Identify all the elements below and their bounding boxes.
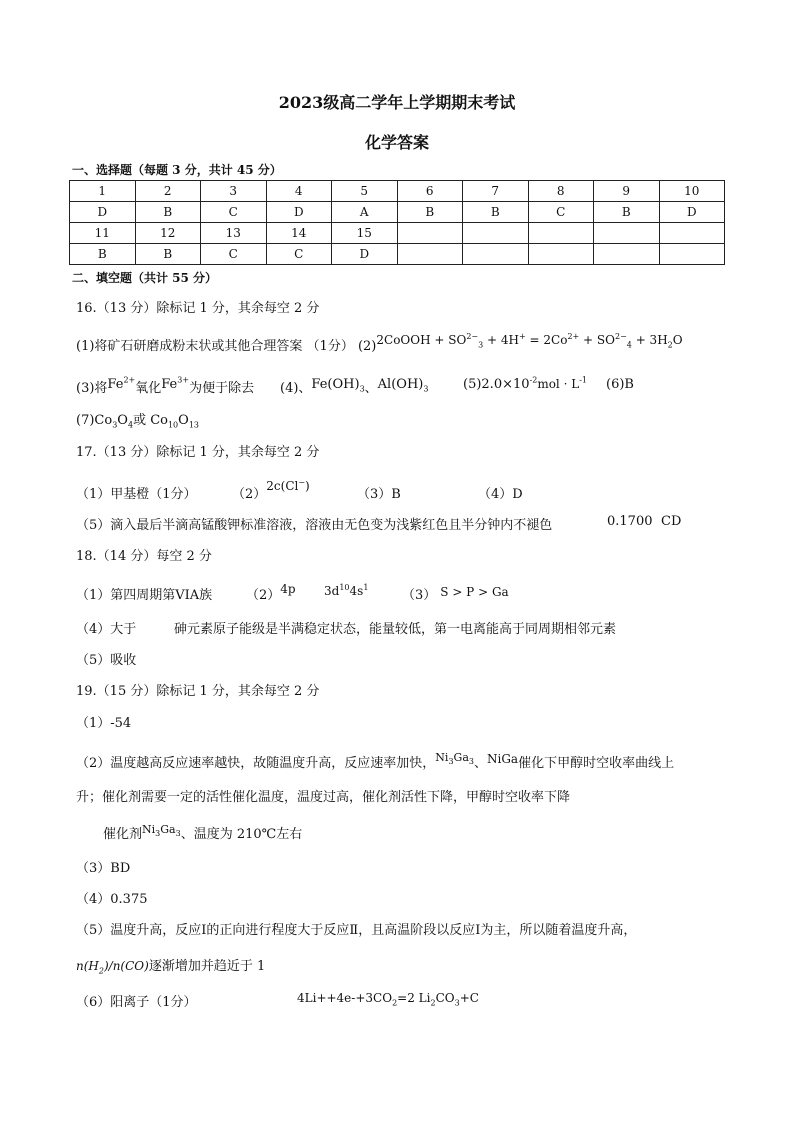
q17-answer-5: （5）滴入最后半滴高锰酸钾标准溶液，溶液由无色变为浅紫红色且半分钟内不褪色 bbox=[76, 518, 553, 533]
formula: (7)Co bbox=[76, 413, 113, 428]
q16-a5-unit: mol · L bbox=[537, 377, 580, 391]
fe-charge: 2+ bbox=[123, 375, 136, 385]
formula-sub: 4 bbox=[127, 420, 134, 430]
q16-a3-text: (3)将 bbox=[76, 381, 108, 396]
q18-answer-2-config bbox=[324, 584, 368, 598]
fe-symbol: Fe bbox=[161, 377, 178, 392]
q16-answer-7 bbox=[76, 409, 199, 428]
table-cell: C bbox=[528, 202, 594, 223]
q18-header: 18.（14 分）每空 2 分 bbox=[76, 549, 212, 564]
answer-table bbox=[69, 180, 725, 265]
eq-part: + 4H bbox=[483, 333, 519, 347]
ni3ga-formula bbox=[142, 823, 181, 839]
q16-a5-unit-exp: -1 bbox=[579, 375, 587, 385]
formula-sub: 3 bbox=[112, 420, 118, 430]
table-cell: 11 bbox=[70, 223, 136, 244]
q16-a1-text: (1)将矿石研磨成粉末状或其他合理答案 （1分） (2) bbox=[76, 339, 377, 354]
expr: 2c(Cl bbox=[266, 479, 299, 493]
expr-sub: 2 bbox=[98, 966, 104, 976]
eq-part: + 3H bbox=[631, 333, 668, 347]
q18-a2-label: （2） bbox=[246, 588, 281, 603]
q16-a5-exp: -2 bbox=[529, 375, 538, 385]
table-cell bbox=[397, 244, 463, 265]
ni3ga-formula bbox=[435, 751, 474, 767]
al-oh-3 bbox=[378, 377, 429, 392]
q18-answer-1: （1）第四周期第VIA族 bbox=[76, 588, 213, 603]
q16-answer-6: (6)B bbox=[606, 377, 634, 392]
eq-sub: 3 bbox=[478, 340, 484, 350]
fe-oh-3 bbox=[311, 377, 364, 392]
eq-sup: 2+ bbox=[567, 332, 580, 341]
q18-answer-5: （5）吸收 bbox=[76, 653, 137, 668]
formula-sub: 13 bbox=[188, 420, 200, 430]
q16-answer-1-2 bbox=[76, 332, 683, 354]
page-subtitle: 化学答案 bbox=[364, 133, 429, 152]
table-cell: 5 bbox=[332, 181, 398, 202]
table-cell: 2 bbox=[135, 181, 201, 202]
fe-charge: 3+ bbox=[177, 375, 190, 385]
table-cell: C bbox=[266, 244, 332, 265]
formula-sub: 10 bbox=[167, 420, 179, 430]
q18-answer-2 bbox=[246, 584, 296, 603]
table-cell: 15 bbox=[332, 223, 398, 244]
table-cell bbox=[463, 244, 529, 265]
table-row-answers-1 bbox=[70, 202, 725, 223]
q16-a3-text: 为便于除去 bbox=[189, 381, 255, 396]
formula-sub: 3 bbox=[468, 757, 474, 767]
eq-sub: 3 bbox=[454, 998, 460, 1008]
q19-answer-6-equation bbox=[297, 991, 479, 1008]
q16-answer-3 bbox=[76, 377, 254, 396]
q19-answer-1: （1）-54 bbox=[76, 716, 132, 731]
eq-sup: 2− bbox=[466, 332, 479, 341]
table-cell: A bbox=[332, 202, 398, 223]
formula-sub: 3 bbox=[175, 829, 181, 839]
formula-sub: 3 bbox=[448, 757, 454, 767]
table-row-answers-2 bbox=[70, 244, 725, 265]
q16-header: 16.（13 分）除标记 1 分，其余每空 2 分 bbox=[76, 301, 320, 316]
config-sup: 10 bbox=[339, 583, 350, 592]
separator: 、 bbox=[364, 381, 378, 396]
formula: Ni bbox=[142, 823, 156, 836]
formula: Ga bbox=[160, 823, 176, 836]
q18-a3-label: （3） bbox=[402, 588, 437, 603]
eq-sub: 2 bbox=[430, 998, 436, 1008]
table-cell: D bbox=[266, 202, 332, 223]
formula: Fe(OH) bbox=[311, 377, 360, 392]
table-cell bbox=[463, 223, 529, 244]
fe2-ion bbox=[107, 377, 135, 392]
q16-a2-equation bbox=[376, 332, 683, 350]
eq-part: +C bbox=[459, 991, 479, 1005]
table-cell bbox=[594, 244, 660, 265]
q19-answer-3: （3）BD bbox=[76, 861, 131, 876]
q17-a2-label: （2） bbox=[232, 487, 267, 502]
table-cell: 8 bbox=[528, 181, 594, 202]
q18-a3-value: S > P > Ga bbox=[440, 585, 509, 599]
q19-answer-5-line2 bbox=[76, 955, 265, 974]
eq-part: CO bbox=[435, 991, 455, 1005]
q19-answer-2-line1 bbox=[76, 752, 674, 771]
eq-part: =2 Li bbox=[397, 991, 431, 1005]
eq-sub: 4 bbox=[626, 340, 632, 350]
eq-sup: 2− bbox=[614, 332, 627, 341]
q17-header: 17.（13 分）除标记 1 分，其余每空 2 分 bbox=[76, 445, 320, 460]
text: 、 bbox=[473, 756, 487, 771]
table-cell: B bbox=[70, 244, 136, 265]
text: 、温度为 210℃左右 bbox=[180, 827, 303, 842]
q19-header: 19.（15 分）除标记 1 分，其余每空 2 分 bbox=[76, 684, 320, 699]
table-cell: 7 bbox=[463, 181, 529, 202]
table-cell: B bbox=[397, 202, 463, 223]
expr: )/n(CO) bbox=[103, 959, 149, 973]
formula: O bbox=[117, 413, 128, 428]
fe-symbol: Fe bbox=[107, 377, 124, 392]
q17-answer-5-value: 0.1700 bbox=[607, 514, 653, 529]
eq-sub: 2 bbox=[667, 340, 673, 350]
table-cell: 4 bbox=[266, 181, 332, 202]
table-cell: B bbox=[135, 244, 201, 265]
table-cell: 14 bbox=[266, 223, 332, 244]
q16-answer-5 bbox=[463, 377, 587, 392]
eq-part: 2CoOOH + SO bbox=[376, 333, 467, 347]
config-sup: 1 bbox=[363, 583, 369, 592]
page-title: 2023级高二学年上学期期末考试 bbox=[278, 93, 516, 112]
eq-part: 4Li++4e-+3CO bbox=[297, 991, 393, 1005]
table-cell: 3 bbox=[201, 181, 267, 202]
q16-answer-4 bbox=[280, 377, 428, 396]
section1-heading: 一、选择题（每题 3 分，共计 45 分） bbox=[72, 163, 282, 177]
formula-sub: 3 bbox=[423, 384, 429, 394]
q16-a3-text: 氧化 bbox=[135, 381, 162, 396]
expr-sup: − bbox=[298, 478, 306, 487]
q19-answer-2-line3 bbox=[103, 823, 302, 842]
table-cell bbox=[659, 244, 725, 265]
text: 催化下甲醇时空收率曲线上 bbox=[518, 756, 675, 771]
text: （2）温度越高反应速率越快，故随温度升高，反应速率加快， bbox=[76, 756, 436, 771]
eq-part: O bbox=[672, 333, 683, 347]
table-cell bbox=[397, 223, 463, 244]
config: 3d bbox=[324, 584, 340, 598]
q19-answer-4: （4）0.375 bbox=[76, 892, 148, 907]
q19-answer-6: （6）阳离子（1分） bbox=[76, 995, 197, 1010]
formula: Ga bbox=[453, 751, 469, 764]
section2-heading: 二、填空题（共计 55 分） bbox=[72, 271, 218, 285]
table-cell: B bbox=[135, 202, 201, 223]
table-cell: 9 bbox=[594, 181, 660, 202]
q17-answer-1: （1）甲基橙（1分） bbox=[76, 487, 197, 502]
formula: 或 Co bbox=[133, 413, 168, 428]
eq-part: = 2Co bbox=[525, 333, 568, 347]
table-cell: D bbox=[70, 202, 136, 223]
table-cell: B bbox=[463, 202, 529, 223]
q18-answer-4: （4）大于 bbox=[76, 622, 137, 637]
q16-a4-label: (4)、 bbox=[280, 381, 312, 396]
table-cell: C bbox=[201, 244, 267, 265]
q17-a2-expression bbox=[266, 479, 309, 493]
table-cell: 1 bbox=[70, 181, 136, 202]
formula-sub: 3 bbox=[155, 829, 161, 839]
eq-part: + SO bbox=[579, 333, 615, 347]
q17-answer-4: （4）D bbox=[478, 487, 523, 502]
table-cell: C bbox=[201, 202, 267, 223]
table-row-numbers-2 bbox=[70, 223, 725, 244]
table-cell: 6 bbox=[397, 181, 463, 202]
text: 催化剂 bbox=[103, 827, 143, 842]
q19-answer-2-line2: 升；催化剂需要一定的活性催化温度，温度过高，催化剂活性下降，甲醇时空收率下降 bbox=[76, 790, 571, 805]
expr: ) bbox=[305, 479, 310, 493]
table-cell: D bbox=[332, 244, 398, 265]
table-cell: 12 bbox=[135, 223, 201, 244]
q17-answer-3: （3）B bbox=[357, 487, 401, 502]
formula: Ni bbox=[435, 751, 449, 764]
eq-sup: + bbox=[519, 332, 526, 341]
table-cell bbox=[659, 223, 725, 244]
table-cell: 10 bbox=[659, 181, 725, 202]
fe3-ion bbox=[161, 377, 189, 392]
expr: n(H bbox=[76, 959, 99, 973]
table-cell bbox=[594, 223, 660, 244]
table-cell bbox=[528, 223, 594, 244]
formula-sub: 3 bbox=[359, 384, 365, 394]
q18-answer-3 bbox=[402, 584, 509, 603]
eq-sub: 2 bbox=[392, 998, 398, 1008]
niga-formula: NiGa bbox=[487, 752, 519, 766]
table-cell bbox=[528, 244, 594, 265]
config: 4s bbox=[349, 584, 364, 598]
table-cell: 13 bbox=[201, 223, 267, 244]
q16-a5-value: (5)2.0×10 bbox=[463, 377, 530, 392]
q17-answer-5-option: CD bbox=[661, 514, 682, 529]
formula: Al(OH) bbox=[377, 377, 424, 392]
q18-a2-orbital: 4p bbox=[280, 582, 296, 596]
table-row-numbers-1 bbox=[70, 181, 725, 202]
q17-answer-2 bbox=[232, 478, 310, 502]
q19-answer-5-line1: （5）温度升高，反应Ⅰ的正向进行程度大于反应Ⅱ，且高温阶段以反应Ⅰ为主，所以随着温度升高， bbox=[76, 923, 637, 938]
table-cell: B bbox=[594, 202, 660, 223]
text: 逐渐增加并趋近于 1 bbox=[148, 959, 266, 974]
table-cell: D bbox=[659, 202, 725, 223]
ratio-expression bbox=[76, 959, 149, 976]
formula: O bbox=[178, 413, 189, 428]
q18-answer-4-reason: 砷元素原子能级是半满稳定状态，能量较低，第一电离能高于同周期相邻元素 bbox=[174, 622, 617, 637]
